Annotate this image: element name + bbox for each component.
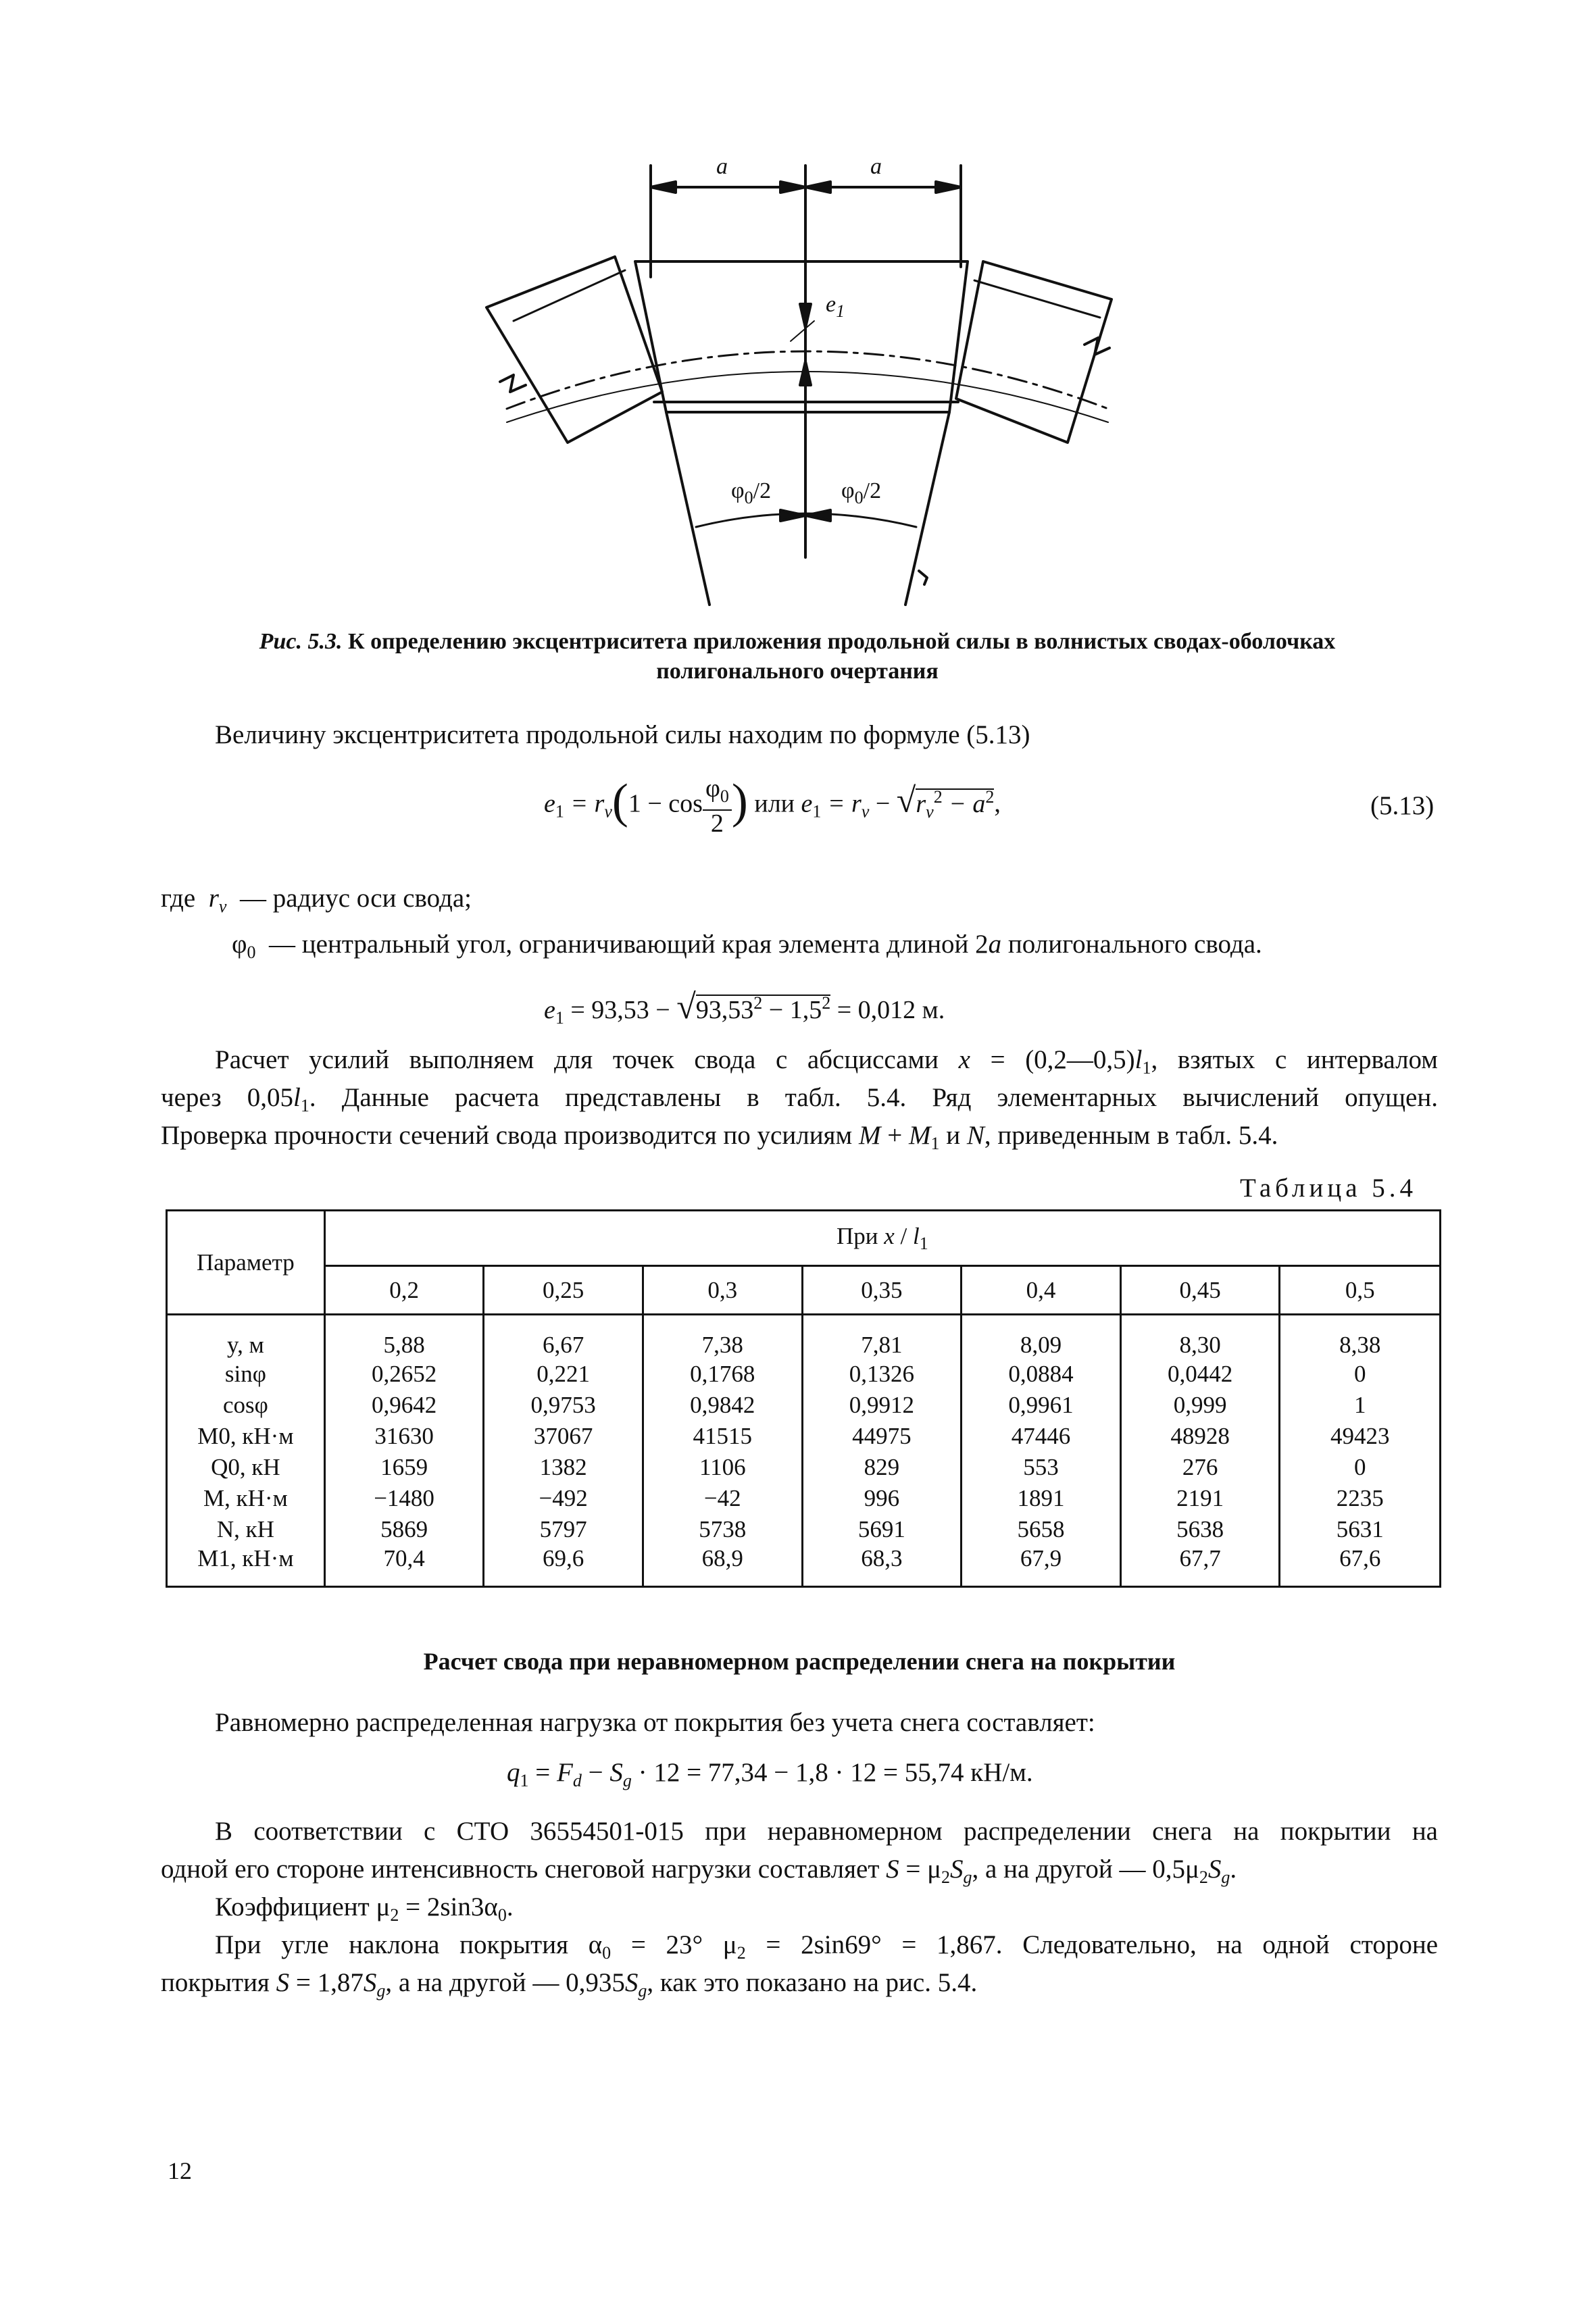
table-cell: 67,9 bbox=[962, 1545, 1121, 1587]
table-cell: 68,9 bbox=[643, 1545, 802, 1587]
table-cell: 553 bbox=[962, 1452, 1121, 1483]
row-label: cosφ bbox=[167, 1390, 325, 1421]
table-cell: 5638 bbox=[1120, 1514, 1280, 1545]
table-cell: 41515 bbox=[643, 1421, 802, 1452]
table-cell: 5658 bbox=[962, 1514, 1121, 1545]
col-header: 0,2 bbox=[324, 1266, 484, 1315]
table-cell: 0,9961 bbox=[962, 1390, 1121, 1421]
row-label: M0, кН·м bbox=[167, 1421, 325, 1452]
phi-right-label: $\varphi_0/2$ bbox=[841, 478, 882, 507]
angle-paragraph-line1: При угле наклона покрытия $\alpha_0 = 23^\circ$ $\mu_2 = 2\sin 69^\circ = 1,867$. Следовательно, на одной стороне bbox=[215, 1930, 1439, 1963]
table-cell: 8,38 bbox=[1280, 1315, 1441, 1359]
table-cell: 2191 bbox=[1120, 1483, 1280, 1514]
table-cell: 2235 bbox=[1280, 1483, 1441, 1514]
table-row bbox=[167, 1315, 1441, 1359]
table-cell: 7,81 bbox=[802, 1315, 962, 1359]
table-cell: 5797 bbox=[484, 1514, 643, 1545]
formula-number: (5.13) bbox=[1370, 791, 1435, 820]
table-row bbox=[167, 1421, 1441, 1452]
table-cell: 1891 bbox=[962, 1483, 1121, 1514]
row-label: y, м bbox=[167, 1315, 325, 1359]
intro-paragraph: Величину эксцентриситета продольной силы находим по формуле (5.13) bbox=[215, 720, 1030, 749]
table-cell: 49423 bbox=[1280, 1421, 1441, 1452]
table-cell: 31630 bbox=[324, 1421, 484, 1452]
table-cell: 70,4 bbox=[324, 1545, 484, 1587]
table-cell: 8,30 bbox=[1120, 1315, 1280, 1359]
figure-caption bbox=[155, 627, 1439, 686]
table-row bbox=[167, 1514, 1441, 1545]
caption-line2: полигонального очертания bbox=[656, 659, 939, 684]
table-cell: 1106 bbox=[643, 1452, 802, 1483]
angle-paragraph-line2: покрытия $S = 1,87S_g$, а на другой — $0,935S_g$, как это показано на рис. 5.4. bbox=[161, 1968, 978, 2001]
table-row bbox=[167, 1483, 1441, 1514]
table-row bbox=[167, 1545, 1441, 1587]
table-cell: 1 bbox=[1280, 1390, 1441, 1421]
where-phi-line: $\varphi_0$ — центральный угол, ограничивающий края элемента длиной 2a полигонального свода. bbox=[232, 930, 1262, 962]
table-cell: 44975 bbox=[802, 1421, 962, 1452]
table-cell: 0,9912 bbox=[802, 1390, 962, 1421]
formula-5-13: $e_1 = r_v(1 - \cos$ $\frac{\varphi_0}{2}$ ) или $e_1 = r_v - √r_v^2 - a^2$, bbox=[544, 774, 1001, 838]
table-cell: 0 bbox=[1280, 1452, 1441, 1483]
table-cell: 68,3 bbox=[802, 1545, 962, 1587]
caption-prefix: Рис. 5.3. bbox=[259, 629, 343, 654]
table-cell: 7,38 bbox=[643, 1315, 802, 1359]
page-number: 12 bbox=[168, 2157, 192, 2184]
col-header: 0,3 bbox=[643, 1266, 802, 1315]
table-cell: 0,2652 bbox=[324, 1359, 484, 1390]
col-header: 0,35 bbox=[802, 1266, 962, 1315]
table-title: Таблица 5.4 bbox=[1240, 1174, 1418, 1203]
calc-paragraph-line1: Расчет усилий выполняем для точек свода с абсциссами $x = (0,2—0,5)l_1$, взятых с интервалом bbox=[215, 1045, 1438, 1078]
table-cell: 0 bbox=[1280, 1359, 1441, 1390]
table-cell: 37067 bbox=[484, 1421, 643, 1452]
dim-a-right-label: a bbox=[870, 154, 882, 179]
param-header: Параметр bbox=[167, 1211, 325, 1315]
table-cell: 67,6 bbox=[1280, 1545, 1441, 1587]
table-cell: 67,7 bbox=[1120, 1545, 1280, 1587]
table-cell: 0,0884 bbox=[962, 1359, 1121, 1390]
where-block bbox=[161, 880, 1262, 972]
table-cell: 48928 bbox=[1120, 1421, 1280, 1452]
col-header: 0,45 bbox=[1120, 1266, 1280, 1315]
row-label: sinφ bbox=[167, 1359, 325, 1390]
e1-calculation: $e_1 = 93,53 - √93,53^2 - 1,5^2 = 0,012$ м. bbox=[544, 988, 945, 1028]
table-cell: 996 bbox=[802, 1483, 962, 1514]
table-cell: −1480 bbox=[324, 1483, 484, 1514]
col-header: 0,4 bbox=[962, 1266, 1121, 1315]
table-cell: 0,9753 bbox=[484, 1390, 643, 1421]
table-cell: 0,9842 bbox=[643, 1390, 802, 1421]
sto-paragraph-line2: одной его стороне интенсивность снеговой нагрузки составляет $S = \mu_2S_g$, а на другой — $0,5\mu_2S_g$. bbox=[161, 1855, 1237, 1887]
row-label: M1, кН·м bbox=[167, 1545, 325, 1587]
table-cell: 0,9642 bbox=[324, 1390, 484, 1421]
row-label: M, кН·м bbox=[167, 1483, 325, 1514]
table-cell: 47446 bbox=[962, 1421, 1121, 1452]
table-cell: 6,67 bbox=[484, 1315, 643, 1359]
table-cell: 5,88 bbox=[324, 1315, 484, 1359]
row-label: Q0, кН bbox=[167, 1452, 325, 1483]
coefficient-line: Коэффициент $\mu_2 = 2\sin 3\alpha_0$. bbox=[215, 1892, 514, 1925]
figure-arch-diagram bbox=[473, 152, 1135, 618]
caption-line1: К определению эксцентриситета приложения продольной силы в волнистых сводах-оболочках bbox=[347, 629, 1336, 654]
table-5-4 bbox=[166, 1209, 1441, 1588]
row-label: N, кН bbox=[167, 1514, 325, 1545]
table-row bbox=[167, 1452, 1441, 1483]
table-cell: 0,1326 bbox=[802, 1359, 962, 1390]
table-cell: 5631 bbox=[1280, 1514, 1441, 1545]
table-row bbox=[167, 1390, 1441, 1421]
table-cell: 1382 bbox=[484, 1452, 643, 1483]
calc-paragraph-line2: через $0,05l_1$. Данные расчета представлены в табл. 5.4. Ряд элементарных вычислений опущен. bbox=[161, 1083, 1438, 1115]
table-cell: 8,09 bbox=[962, 1315, 1121, 1359]
uniform-load-paragraph: Равномерно распределенная нагрузка от покрытия без учета снега составляет: bbox=[215, 1708, 1095, 1737]
table-cell: 0,0442 bbox=[1120, 1359, 1280, 1390]
table-cell: −42 bbox=[643, 1483, 802, 1514]
table-cell: 0,1768 bbox=[643, 1359, 802, 1390]
table-cell: 5869 bbox=[324, 1514, 484, 1545]
table-cell: 829 bbox=[802, 1452, 962, 1483]
table-cell: 5691 bbox=[802, 1514, 962, 1545]
calc-paragraph-line3: Проверка прочности сечений свода производится по усилиям $M + M_1$ и N, приведенным в табл. 5.4. bbox=[161, 1121, 1278, 1153]
table-row bbox=[167, 1359, 1441, 1390]
table-cell: −492 bbox=[484, 1483, 643, 1514]
e1-label: $e_1$ bbox=[826, 292, 845, 321]
table-cell: 0,221 bbox=[484, 1359, 643, 1390]
formula-q1: $q_1 = F_d - S_g \cdot 12 = 77,34 - 1,8 \cdot 12 = 55,74$ кН/м. bbox=[507, 1758, 1033, 1790]
table-cell: 1659 bbox=[324, 1452, 484, 1483]
where-r-line: где $r_v$ — радиус оси свода; bbox=[161, 884, 472, 916]
sto-paragraph-line1: В соответствии с СТО 36554501-015 при неравномерном распределении снега на покрытии на bbox=[215, 1817, 1438, 1846]
group-header: При x / $l_1$ bbox=[324, 1211, 1440, 1266]
column-header-row bbox=[167, 1266, 1441, 1315]
section-heading: Расчет свода при неравномерном распределении снега на покрытии bbox=[423, 1648, 1176, 1675]
table-cell: 5738 bbox=[643, 1514, 802, 1545]
table-cell: 69,6 bbox=[484, 1545, 643, 1587]
phi-left-label: $\varphi_0/2$ bbox=[731, 478, 772, 507]
col-header: 0,5 bbox=[1280, 1266, 1441, 1315]
table-cell: 276 bbox=[1120, 1452, 1280, 1483]
dim-a-left-label: a bbox=[716, 154, 728, 179]
table-cell: 0,999 bbox=[1120, 1390, 1280, 1421]
col-header: 0,25 bbox=[484, 1266, 643, 1315]
